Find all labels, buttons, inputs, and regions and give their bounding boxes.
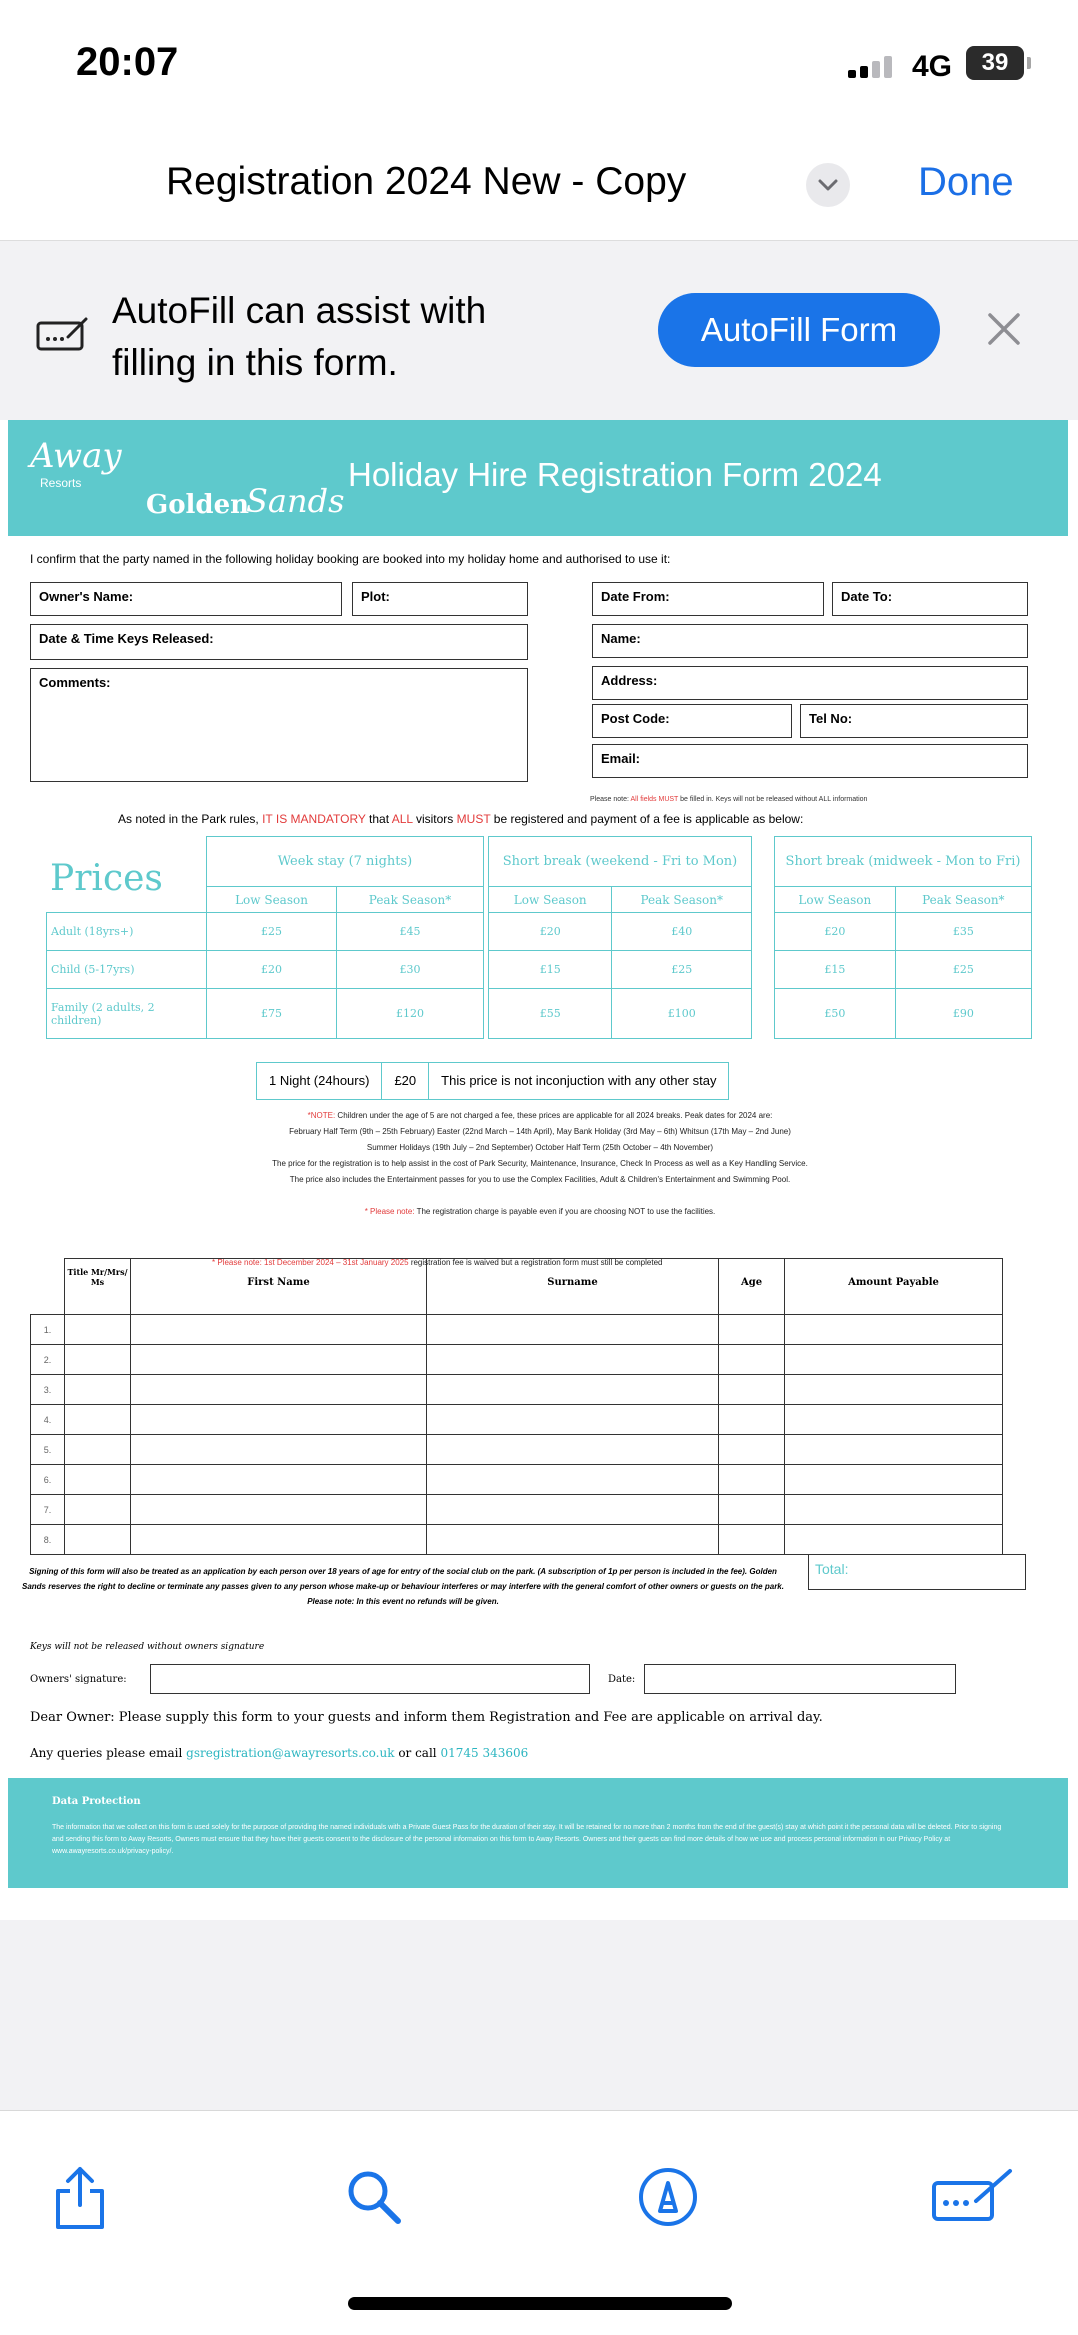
status-time: 20:07 — [76, 40, 179, 84]
search-icon[interactable] — [344, 2167, 404, 2227]
guest-table — [30, 1258, 1003, 1555]
row-number: 4. — [31, 1405, 65, 1435]
note-prefix: Please note: — [590, 796, 629, 803]
price-cell: £75 — [207, 989, 337, 1039]
logo-resorts: Resorts — [40, 476, 82, 490]
table-row[interactable] — [31, 1405, 1003, 1435]
form-title: Holiday Hire Registration Form 2024 — [348, 456, 882, 493]
fee-note-1: The price for the registration is to help assist in the cost of Park Security, Maintenance, Insurance, Check In Process as well as a Key Handling Service. — [272, 1159, 808, 1168]
row-number: 1. — [31, 1315, 65, 1345]
data-protection-text: The information that we collect on this form is used solely for the purpose of providing the named individuals with a Private Guest Pass for the duration of their stay. It will be retained for no more than 2 months from the end of the guest(s) stay at which point it the personal data will be deleted. Prior to signing and sending this form to Away Resorts, Owners must ensure that they have their guests consent to the disclosure of the personal information on this form to Away Resorts. Owners and their guests can find more details of how we use and process personal information in our Privacy Policy at www.awayresorts.co.uk/privacy-policy/. — [52, 1824, 1002, 1855]
row-number: 5. — [31, 1435, 65, 1465]
price-cell: £15 — [489, 951, 612, 989]
low-season: Low Season — [489, 887, 612, 913]
m5: visitors — [415, 812, 454, 826]
signal-icon — [848, 56, 892, 78]
note-text: Children under the age of 5 are not charged a fee, these prices are applicable for all 2024 breaks. Peak dates for 2024 are: — [337, 1111, 773, 1120]
col-first-name: First Name — [131, 1259, 427, 1315]
table-row[interactable] — [31, 1465, 1003, 1495]
table-row[interactable] — [31, 1495, 1003, 1525]
peak-dates-1: February Half Term (9th – 25th February) Easter (22nd March – 14th April), May Bank Holiday (3rd May – 6th) Whitsun (17th May – 2nd June) — [289, 1127, 791, 1136]
table-row[interactable] — [31, 1345, 1003, 1375]
document-nav-bar — [0, 120, 1078, 240]
prices-title: Prices — [50, 858, 163, 899]
payable-note — [60, 1204, 1020, 1220]
row-number: 7. — [31, 1495, 65, 1525]
note-red: All fields MUST — [630, 796, 679, 803]
logo-sands: Sands — [246, 482, 345, 520]
col-title: Title Mr/Mrs/ Ms — [65, 1259, 131, 1315]
data-protection-title: Data Protection — [52, 1796, 141, 1807]
keys-released-field[interactable]: Date & Time Keys Released: — [30, 624, 528, 660]
name-field[interactable]: Name: — [592, 624, 1028, 658]
prices-table-midweek — [774, 836, 1032, 1039]
queries-prefix: Any queries please email — [30, 1746, 183, 1760]
email-field[interactable]: Email: — [592, 744, 1028, 778]
one-night-box — [256, 1062, 729, 1100]
total-field[interactable]: Total: — [808, 1554, 1026, 1590]
queries-mid: or call — [398, 1746, 437, 1760]
home-indicator — [348, 2297, 732, 2310]
one-night-price: £20 — [382, 1063, 429, 1099]
post-code-field[interactable]: Post Code: — [592, 704, 792, 738]
price-cell: £25 — [207, 913, 337, 951]
form-icon — [36, 317, 90, 353]
date-from-field[interactable]: Date From: — [592, 582, 824, 616]
price-cell: £45 — [337, 913, 484, 951]
fee-note-2: The price also includes the Entertainment passes for you to use the Complex Facilities, Adult & Children's Entertainment and Swimming Pool. — [289, 1175, 791, 1184]
markup-icon[interactable] — [636, 2165, 700, 2229]
m6: MUST — [456, 812, 491, 826]
price-cell: £15 — [775, 951, 896, 989]
tel-no-field[interactable]: Tel No: — [800, 704, 1028, 738]
peak-season: Peak Season* — [895, 887, 1031, 913]
group-header: Short break (midweek - Mon to Fri) — [775, 837, 1032, 887]
row-number: 3. — [31, 1375, 65, 1405]
status-bar — [0, 0, 1078, 120]
dear-owner-note: Dear Owner: Please supply this form to your guests and inform them Registration and Fee are applicable on arrival day. — [30, 1710, 823, 1725]
m7: be registered and payment of a fee is applicable as below: — [493, 812, 804, 826]
price-cell: £25 — [895, 951, 1031, 989]
note-red-label: *NOTE: — [307, 1111, 336, 1120]
waive-red: * Please note: 1st December 2024 – 31st January 2025 — [212, 1258, 409, 1267]
row-label: Family (2 adults, 2 children) — [47, 989, 207, 1039]
close-icon[interactable] — [984, 309, 1024, 349]
signing-terms: Signing of this form will also be treated as an application by each person over 18 years of age for entry of the social club on the park. (A subscription of 1p per person is included in the fee). Golden Sands reserves the right to decline or terminate any passes given to any person whose make-up or behaviour interferes or may interfere with the general comfort of other owners or guests on the park. Please note: In this event no refunds will be given. — [22, 1567, 784, 1606]
done-button[interactable]: Done — [918, 160, 1014, 204]
price-cell: £30 — [337, 951, 484, 989]
data-protection-banner — [8, 1778, 1068, 1888]
m4: ALL — [391, 812, 413, 826]
price-cell: £50 — [775, 989, 896, 1039]
waive-note — [212, 1258, 662, 1267]
pdf-page[interactable] — [0, 420, 1078, 1920]
queries-line — [30, 1746, 528, 1760]
low-season: Low Season — [207, 887, 337, 913]
logo-golden: Golden — [146, 490, 250, 520]
col-surname: Surname — [427, 1259, 719, 1315]
fill-and-sign-icon[interactable] — [930, 2167, 1020, 2227]
group-header: Short break (weekend - Fri to Mon) — [489, 837, 752, 887]
date-to-field[interactable]: Date To: — [832, 582, 1028, 616]
one-night-note: This price is not inconjuction with any other stay — [441, 1073, 717, 1088]
m1: As noted in the Park rules, — [118, 812, 259, 826]
price-cell: £25 — [612, 951, 752, 989]
one-night-label: 1 Night (24hours) — [257, 1063, 382, 1099]
battery-icon: 39 — [966, 46, 1024, 80]
price-cell: £55 — [489, 989, 612, 1039]
mandatory-statement — [118, 812, 803, 826]
signature-date-field[interactable] — [644, 1664, 956, 1694]
row-number: 2. — [31, 1345, 65, 1375]
row-label: Adult (18yrs+) — [47, 913, 207, 951]
waive-text: registration fee is waived but a registration form must still be completed — [410, 1258, 663, 1267]
table-row[interactable] — [31, 1375, 1003, 1405]
price-cell: £90 — [895, 989, 1031, 1039]
price-cell: £35 — [895, 913, 1031, 951]
owners-name-field[interactable]: Owner's Name: — [30, 582, 342, 616]
share-icon[interactable] — [50, 2163, 110, 2233]
autofill-message: AutoFill can assist with filling in this form. — [112, 290, 487, 383]
peak-season: Peak Season* — [612, 887, 752, 913]
prices-table-weekend — [488, 836, 752, 1039]
prices-table-week — [46, 836, 484, 1039]
table-row[interactable] — [31, 1435, 1003, 1465]
children-note — [60, 1108, 1020, 1124]
confirm-statement: I confirm that the party named in the following holiday booking are booked into my holiday home and authorised to use it: — [30, 552, 671, 566]
form-header — [8, 420, 1068, 536]
col-age: Age — [719, 1259, 785, 1315]
autofill-banner — [0, 240, 1078, 420]
signature-field[interactable] — [150, 1664, 590, 1694]
queries-email-link[interactable]: gsregistration@awayresorts.co.uk — [186, 1746, 395, 1760]
m2: IT IS MANDATORY — [262, 812, 366, 826]
table-row[interactable] — [31, 1315, 1003, 1345]
chevron-down-icon — [818, 178, 838, 192]
title-menu-button[interactable] — [806, 163, 850, 207]
price-cell: £20 — [775, 913, 896, 951]
peak-dates-2: Summer Holidays (19th July – 2nd September) October Half Term (25th October – 4th November) — [366, 1143, 714, 1152]
price-cell: £40 — [612, 913, 752, 951]
m3: that — [369, 812, 390, 826]
payable-red: * Please note: — [364, 1207, 415, 1216]
date-label: Date: — [608, 1674, 636, 1685]
autofill-form-button[interactable]: AutoFill Form — [658, 293, 940, 367]
row-number: 6. — [31, 1465, 65, 1495]
fields-required-note — [590, 796, 867, 803]
row-number: 8. — [31, 1525, 65, 1555]
keys-note: Keys will not be released without owners signature — [30, 1642, 265, 1652]
signature-label: Owners' signature: — [30, 1674, 127, 1685]
comments-field[interactable]: Comments: — [30, 668, 528, 782]
price-cell: £100 — [612, 989, 752, 1039]
plot-field[interactable]: Plot: — [352, 582, 528, 616]
queries-phone-link[interactable]: 01745 343606 — [440, 1746, 529, 1760]
payable-text: The registration charge is payable even if you are choosing NOT to use the facilities. — [416, 1207, 716, 1216]
group-header: Week stay (7 nights) — [207, 837, 484, 887]
document-title[interactable]: Registration 2024 New - Copy — [166, 160, 687, 203]
price-cell: £20 — [489, 913, 612, 951]
network-label: 4G — [912, 50, 953, 83]
price-cell: £20 — [207, 951, 337, 989]
col-amount: Amount Payable — [785, 1259, 1003, 1315]
table-row[interactable] — [31, 1525, 1003, 1555]
note-suffix: be filled in. Keys will not be released without ALL information — [680, 796, 868, 803]
price-cell: £120 — [337, 989, 484, 1039]
logo-away: Away — [30, 436, 122, 476]
row-label: Child (5-17yrs) — [47, 951, 207, 989]
address-field[interactable]: Address: — [592, 666, 1028, 700]
peak-season: Peak Season* — [337, 887, 484, 913]
low-season: Low Season — [775, 887, 896, 913]
